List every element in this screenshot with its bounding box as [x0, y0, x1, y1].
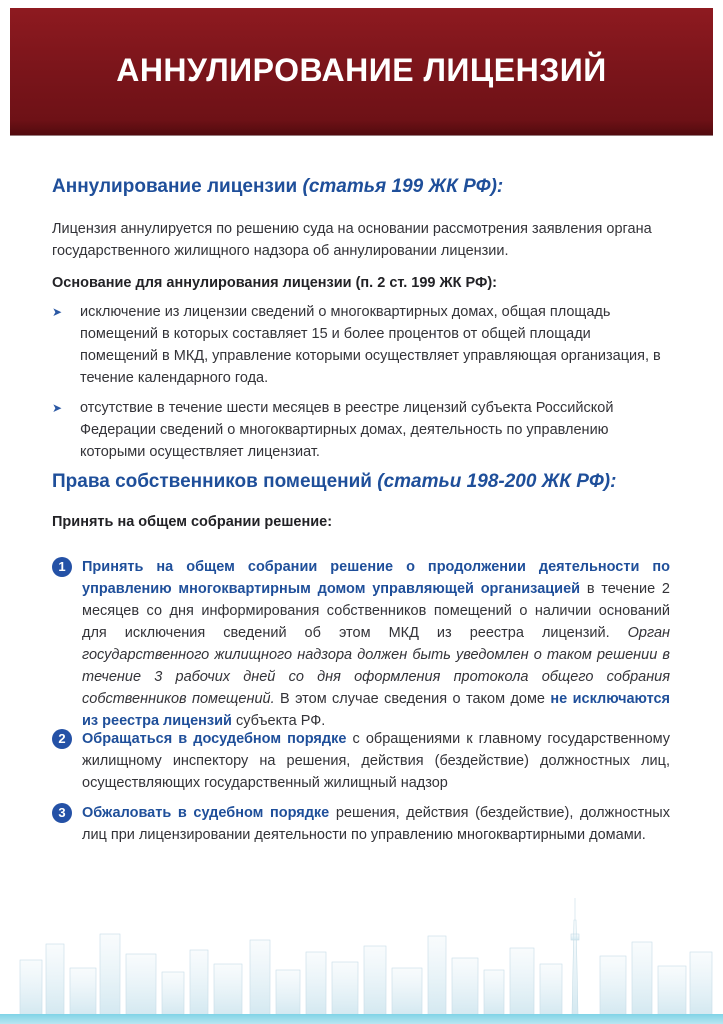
item-text: В этом случае сведения о таком доме	[274, 691, 551, 707]
item-bold-text: не исключаются из реестра лицензий	[82, 691, 671, 729]
item-bold-lead: Принять на общем собрании решение о продолжении деятельности по управлению многоквартирным домом управляющей организацией	[82, 559, 670, 597]
banner-shadow	[10, 120, 713, 136]
numbered-item-text	[82, 802, 670, 846]
number-badge: 1	[52, 557, 72, 577]
arrow-bullet-icon: ➤	[52, 305, 63, 319]
bullet-text: исключение из лицензии сведений о многоквартирных домах, общая площадь помещений в которых составляет 15 и более процентов от общей площади помещений в МКД, управление которыми осуществляет управляющая организация, в течение календарного года.	[80, 304, 661, 386]
section2-heading-text: Права собственников помещений	[52, 471, 372, 492]
numbered-item-2	[52, 728, 670, 794]
numbered-item-3	[52, 802, 670, 846]
city-skyline-illustration	[0, 880, 723, 1024]
section1-heading-text: Аннулирование лицензии	[52, 176, 298, 197]
section1-heading-article: (статья 199 ЖК РФ):	[302, 176, 504, 197]
numbered-item-1	[52, 556, 670, 732]
bullet-item-1	[52, 301, 672, 389]
section1-paragraph: Лицензия аннулируется по решению суда на основании рассмотрения заявления органа государственного жилищного надзора об аннулировании лицензии.	[52, 221, 652, 259]
bullet-text: отсутствие в течение шести месяцев в реестре лицензий субъекта Российской Федерации сведений о многоквартирных домах, деятельность по управлению которыми осуществляет лицензиат.	[80, 400, 614, 460]
numbered-item-text	[82, 728, 670, 794]
numbered-item-text	[82, 556, 670, 732]
item-text: с обращениями к главному государственному жилищному инспектору на решения, действия (бездействие) должностных лиц, осуществляющих государственный жилищный надзор	[82, 731, 671, 791]
bullet-item-2	[52, 397, 672, 463]
number-badge: 3	[52, 803, 72, 823]
item-text: в течение 2 месяцев со дня информирования собственников помещений о наличии оснований для исключения сведений об этом МКД из реестра лицензий.	[82, 581, 670, 641]
item-bold-lead: Обжаловать в судебном порядке	[82, 805, 330, 821]
number-badge: 2	[52, 729, 72, 749]
title-banner	[10, 8, 713, 135]
section1-heading	[52, 176, 503, 198]
basis-heading: Основание для аннулирования лицензии (п. 2 ст. 199 ЖК РФ):	[52, 275, 497, 291]
section2-heading-article: (статьи 198-200 ЖК РФ):	[377, 471, 617, 492]
item-text: решения, действия (бездействие), должностных лиц при лицензировании деятельности по управлению многоквартирными домами.	[82, 805, 670, 843]
ground-strip	[0, 1014, 723, 1024]
item-italic-text: Орган государственного жилищного надзора должен быть уведомлен о таком решении в течение 3 рабочих дней со дня оформления протокола общего собрания собственников помещений.	[82, 625, 670, 707]
section2-heading	[52, 471, 616, 493]
item-text: субъекта РФ.	[231, 713, 326, 729]
arrow-bullet-icon: ➤	[52, 401, 63, 415]
item-bold-lead: Обращаться в досудебном порядке	[82, 731, 347, 747]
section2-subheading: Принять на общем собрании решение:	[52, 514, 333, 530]
page-title: АННУЛИРОВАНИЕ ЛИЦЕНЗИЙ	[116, 52, 607, 88]
